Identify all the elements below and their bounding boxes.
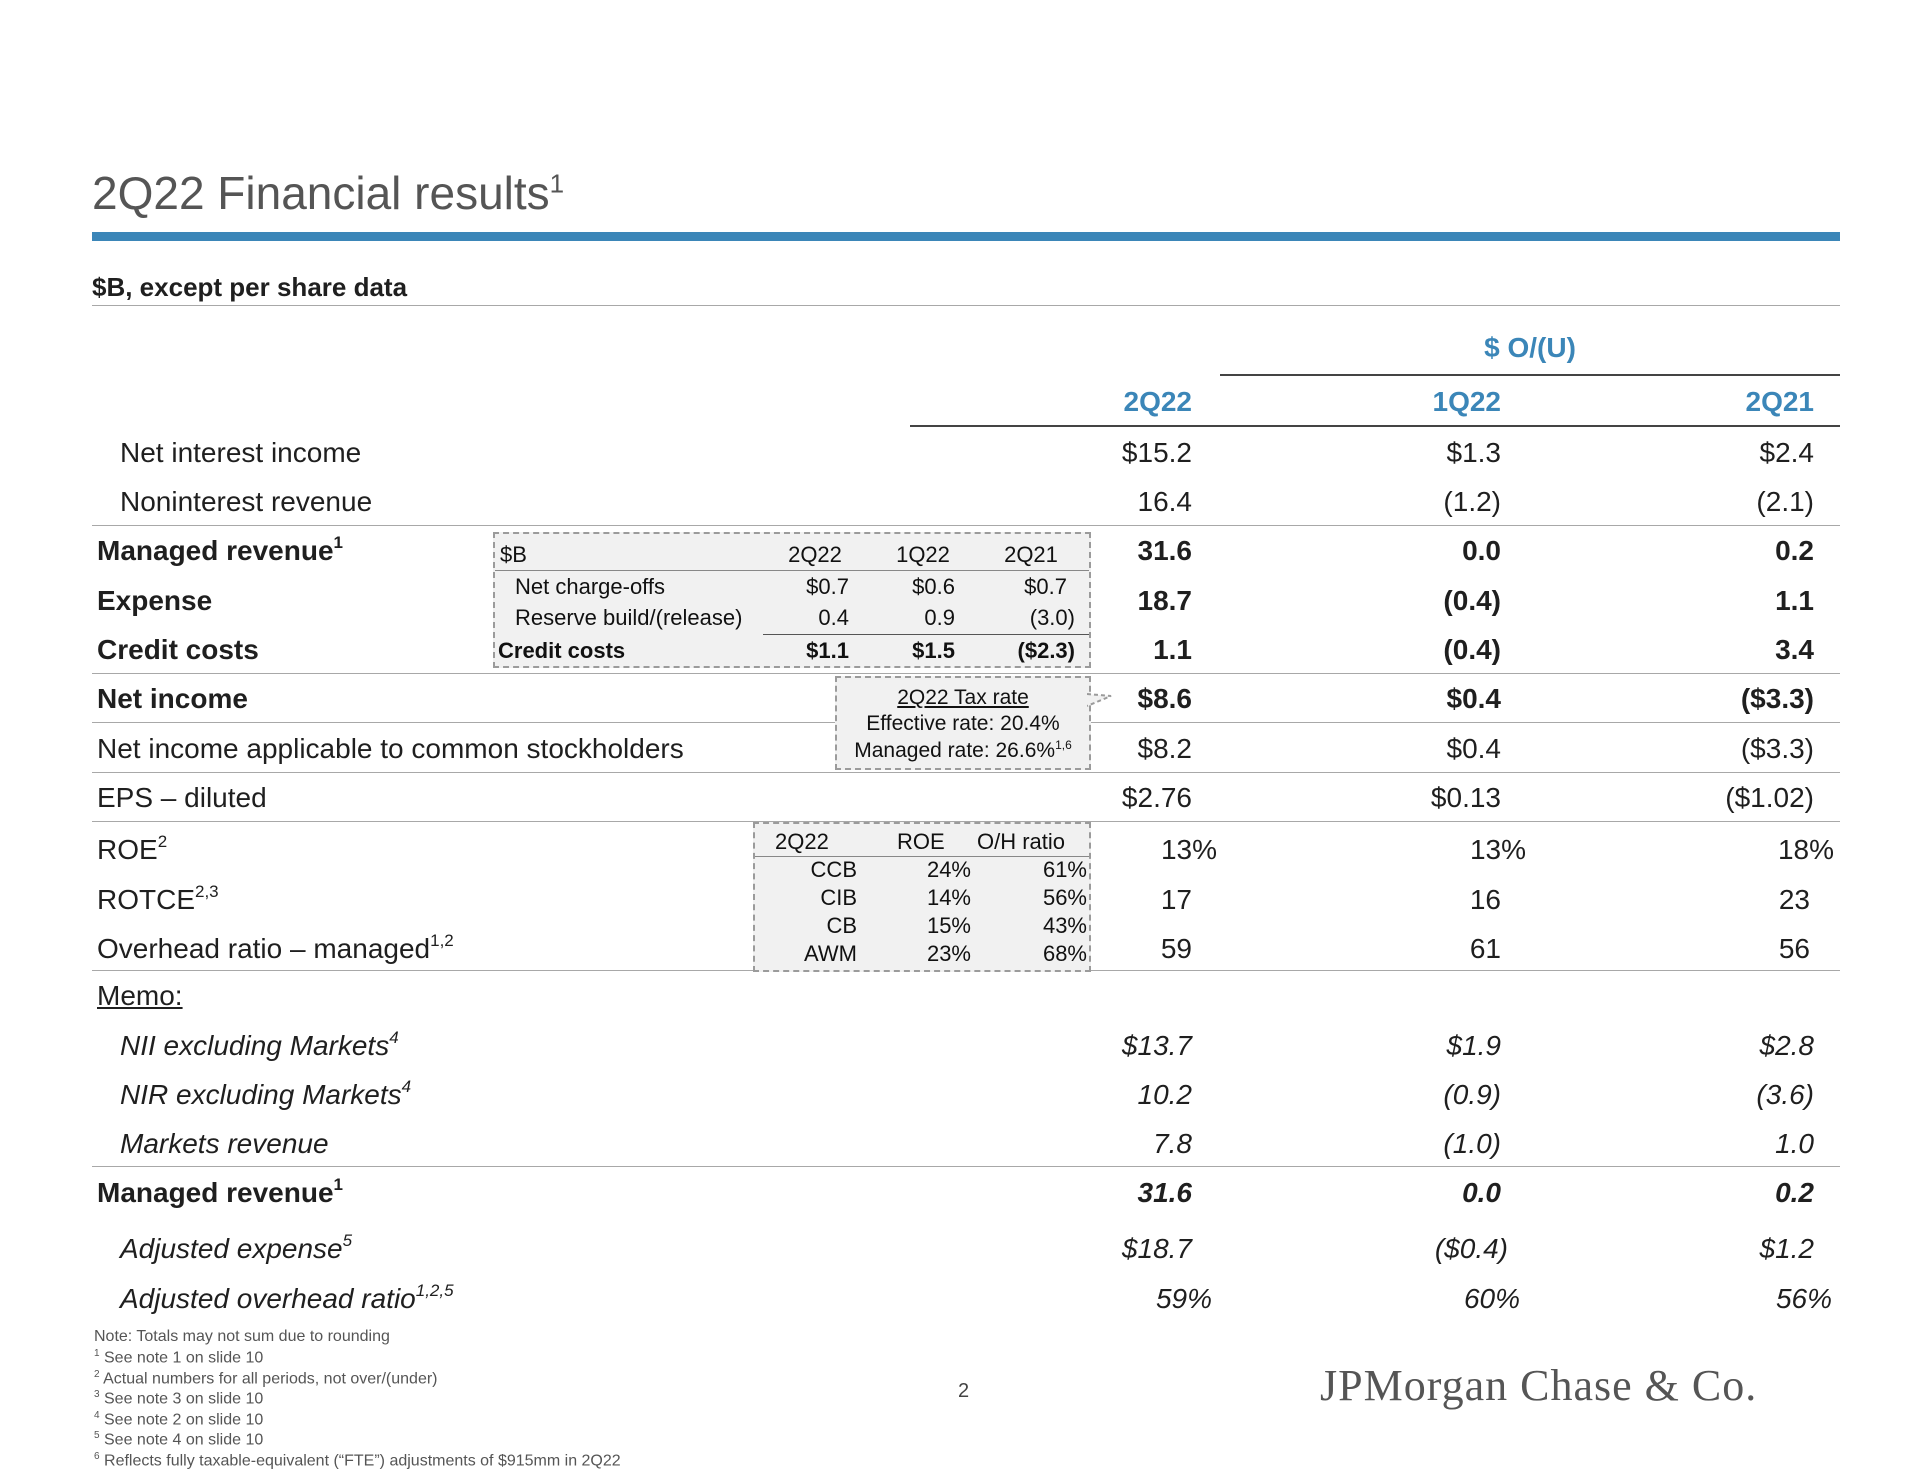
company-logo: JPMorgan Chase & Co. [1320,1361,1758,1410]
tax-callout-title: 2Q22 Tax rate [897,686,1029,709]
col-header-1q22: 1Q22 [1432,386,1501,417]
row-label: ROTCE$^{2,3}$ [97,882,219,915]
value-2q22: 1.1 [1153,634,1192,665]
seg-oh: 43% [1042,913,1087,938]
value-1q22: (1.2) [1443,486,1501,517]
row-divider [92,673,1840,674]
value-2q22: 17 [1160,884,1192,915]
page-number: 2 [958,1380,970,1402]
footnote: Note: Totals may not sum due to rounding [94,1328,390,1345]
value-2q22: 16.4 [1137,486,1192,517]
value-2q22: $8.6 [1137,683,1192,714]
page-title: 2Q22 Financial results$^1$ [92,167,565,219]
footnote: $^4$ See note 2 on slide 10 [94,1410,264,1429]
tax-managed-rate: Managed rate: 26.6%$^{1,6}$ [854,738,1072,762]
row-eps-diluted [0,782,1920,822]
seg-oh: 56% [1042,885,1087,910]
box-total-value: ($2.3) [1017,638,1075,663]
row-label: NII excluding Markets$^4$ [120,1028,399,1061]
seg-header-period: 2Q22 [775,829,829,854]
value-2q22: $2.76 [1121,782,1192,813]
value-2q21: (2.1) [1756,486,1814,517]
value-1q22: 60% [1463,1283,1520,1314]
footnote: $^1$ See note 1 on slide 10 [94,1348,264,1367]
value-2q21: 18% [1777,834,1834,865]
value-2q21: 1.1 [1775,585,1814,616]
box-row-label: Net charge-offs [515,574,666,599]
row-label: Net income applicable to common stockholders [97,733,684,764]
col-header-underline [910,425,1840,427]
box-header-1q22: 1Q22 [896,542,950,567]
value-1q22: 16 [1469,884,1501,915]
value-2q21: $2.8 [1759,1030,1814,1061]
row-noninterest-revenue [0,486,1920,526]
row-label: Noninterest revenue [120,486,373,517]
value-2q22: $15.2 [1121,437,1192,468]
value-1q22: 0.0 [1462,1177,1501,1208]
title-accent-bar [92,232,1840,241]
segment-roe-box [753,822,1091,972]
seg-oh: 68% [1042,941,1087,966]
value-1q22: $0.4 [1446,733,1501,764]
row-label: Adjusted overhead ratio$^{1,2,5}$ [120,1281,454,1314]
row-label: Managed revenue$^1$ [97,533,343,566]
value-2q22: 18.7 [1137,585,1192,616]
box-value: (3.0) [1029,605,1075,630]
memo-row-adjusted-overhead-ratio [0,1283,1920,1323]
value-2q22: 59 [1160,933,1192,964]
value-1q22: $0.13 [1430,782,1501,813]
memo-row-adjusted-expense [0,1233,1920,1273]
row-divider [92,1166,1840,1167]
value-1q22: (0.9) [1443,1079,1501,1110]
row-label: Expense [97,585,213,616]
row-label: Markets revenue [120,1128,329,1159]
seg-header-roe: ROE [897,829,945,854]
seg-name: AWM [804,941,857,966]
memo-row-nir-ex-markets [0,1079,1920,1119]
value-2q22: 59% [1155,1283,1212,1314]
callout-pointer [1087,690,1113,712]
value-2q21: $2.4 [1759,437,1814,468]
footnote: $^6$ Reflects fully taxable-equivalent (“FTE”) adjustments of $915mm in 2Q22 [94,1451,621,1470]
value-2q21: ($1.02) [1725,782,1814,813]
seg-name: CCB [810,857,857,882]
units-subtitle: $B, except per share data [92,272,408,302]
value-2q21: 0.2 [1775,535,1814,566]
footnote: $^3$ See note 3 on slide 10 [94,1389,264,1408]
tax-effective-rate: Effective rate: 20.4% [866,712,1060,735]
value-2q21: 0.2 [1775,1177,1814,1208]
credit-costs-breakdown-box [493,532,1091,668]
value-2q22: 10.2 [1137,1079,1192,1110]
row-label: ROE$^2$ [97,832,168,865]
value-2q21: ($3.3) [1740,683,1814,714]
seg-header-oh: O/H ratio [977,829,1066,854]
value-1q22: 61 [1469,933,1501,964]
box-header-2q21: 2Q21 [1004,542,1058,567]
value-2q21: (3.6) [1756,1079,1814,1110]
value-2q21: 56 [1778,933,1810,964]
seg-roe: 15% [926,913,971,938]
row-label: Net income [97,683,248,714]
row-label: Adjusted expense$^5$ [120,1231,353,1264]
value-2q21: 23 [1778,884,1810,915]
row-label: Managed revenue$^1$ [97,1175,343,1208]
value-2q22: $13.7 [1121,1030,1192,1061]
value-2q22: 13% [1160,834,1217,865]
box-row-label: Reserve build/(release) [515,605,743,630]
row-label: NIR excluding Markets$^4$ [120,1077,412,1110]
value-2q21: $1.2 [1759,1233,1814,1264]
value-2q22: $18.7 [1121,1233,1192,1264]
box-value: 0.9 [924,605,955,630]
over-under-header: $ O/(U) [1484,332,1576,363]
box-total-rule [763,634,1089,635]
value-1q22: (1.0) [1443,1128,1501,1159]
value-2q22: $8.2 [1137,733,1192,764]
box-unit-label: $B [500,542,527,567]
value-1q22: 0.0 [1462,535,1501,566]
memo-row-managed-revenue [0,1177,1920,1217]
box-value: 0.4 [818,605,849,630]
row-divider [92,525,1840,526]
box-total-value: $1.1 [806,638,849,663]
footnote: $^2$ Actual numbers for all periods, not over/(under) [94,1369,438,1388]
value-2q22: 31.6 [1137,535,1192,566]
tax-rate-callout [835,676,1091,770]
value-2q21: ($3.3) [1740,733,1814,764]
box-value: $0.7 [1024,574,1067,599]
memo-label: Memo: [97,980,183,1011]
value-1q22: (0.4) [1443,634,1501,665]
footnote: $^5$ See note 4 on slide 10 [94,1430,264,1449]
row-label: Overhead ratio – managed$^{1,2}$ [97,931,454,964]
memo-row-nii-ex-markets [0,1030,1920,1070]
row-divider [92,772,1840,773]
value-1q22: ($0.4) [1434,1233,1508,1264]
box-value: $0.6 [912,574,955,599]
box-total-value: $1.5 [912,638,955,663]
box-value: $0.7 [806,574,849,599]
col-header-2q22: 2Q22 [1123,386,1192,417]
value-1q22: $1.3 [1446,437,1501,468]
box-header-rule [495,570,1089,571]
value-1q22: $0.4 [1446,683,1501,714]
row-label: Net interest income [120,437,362,468]
seg-roe: 14% [926,885,971,910]
seg-roe: 24% [926,857,971,882]
subtitle-divider [92,305,1840,306]
value-1q22: (0.4) [1443,585,1501,616]
value-1q22: 13% [1469,834,1526,865]
value-2q22: 31.6 [1137,1177,1192,1208]
box-header-2q22: 2Q22 [788,542,842,567]
box-total-label: Credit costs [498,638,626,663]
memo-row-markets-revenue [0,1128,1920,1168]
row-label: EPS – diluted [97,782,267,813]
seg-oh: 61% [1042,857,1087,882]
row-net-interest-income [0,437,1920,477]
seg-name: CB [826,913,857,938]
memo-heading [0,980,1920,1020]
seg-roe: 23% [926,941,971,966]
value-1q22: $1.9 [1446,1030,1501,1061]
over-under-underline [1220,374,1840,376]
row-label: Credit costs [97,634,259,665]
value-2q22: 7.8 [1153,1128,1192,1159]
value-2q21: 1.0 [1775,1128,1814,1159]
seg-name: CIB [820,885,857,910]
seg-header-rule [755,856,1089,857]
col-header-2q21: 2Q21 [1745,386,1814,417]
value-2q21: 56% [1775,1283,1832,1314]
value-2q21: 3.4 [1775,634,1814,665]
